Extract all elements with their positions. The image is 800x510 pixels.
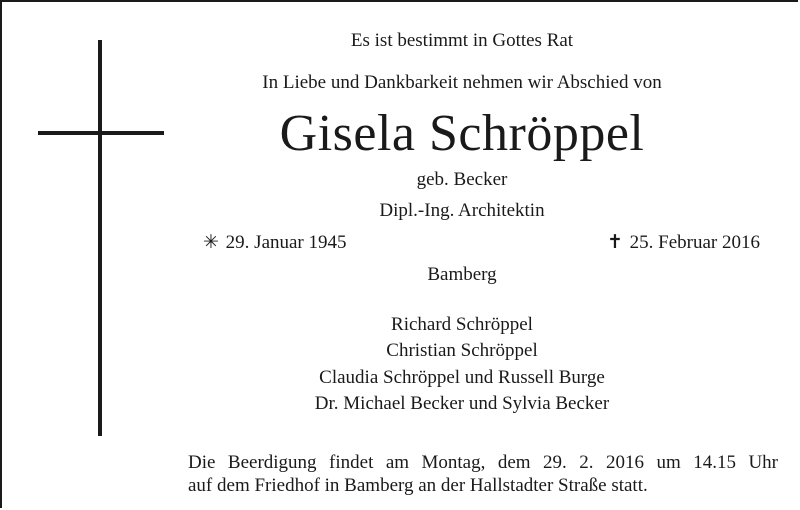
intro-text: In Liebe und Dankbarkeit nehmen wir Abschied von bbox=[262, 72, 662, 93]
motto: Es ist bestimmt in Gottes Rat bbox=[350, 30, 574, 51]
mourner-name: Dr. Michael Becker und Sylvia Becker bbox=[314, 393, 610, 414]
mourner-name: Richard Schröppel bbox=[391, 314, 533, 335]
cross-icon-bar bbox=[38, 131, 164, 135]
death-date-line bbox=[607, 231, 760, 254]
birth-date-line bbox=[203, 231, 347, 254]
maiden-name: geb. Becker bbox=[416, 169, 508, 190]
birth-date: 29. Januar 1945 bbox=[225, 232, 347, 253]
place: Bamberg bbox=[427, 264, 497, 285]
birth-star-icon: ✳ bbox=[203, 232, 219, 253]
deceased-name: Gisela Schröppel bbox=[279, 105, 645, 162]
mourner-name: Christian Schröppel bbox=[386, 340, 538, 361]
funeral-info-line: Die Beerdigung findet am Montag, dem 29. 2. 2016 um 14.15 Uhr bbox=[188, 452, 778, 473]
cross-icon bbox=[98, 40, 102, 436]
death-cross-icon: ✝ bbox=[606, 232, 623, 253]
professional-title: Dipl.-Ing. Architektin bbox=[379, 200, 545, 221]
death-date: 25. Februar 2016 bbox=[629, 232, 760, 253]
funeral-info-line: auf dem Friedhof in Bamberg an der Hallstadter Straße statt. bbox=[188, 475, 648, 496]
mourner-name: Claudia Schröppel und Russell Burge bbox=[319, 367, 605, 388]
